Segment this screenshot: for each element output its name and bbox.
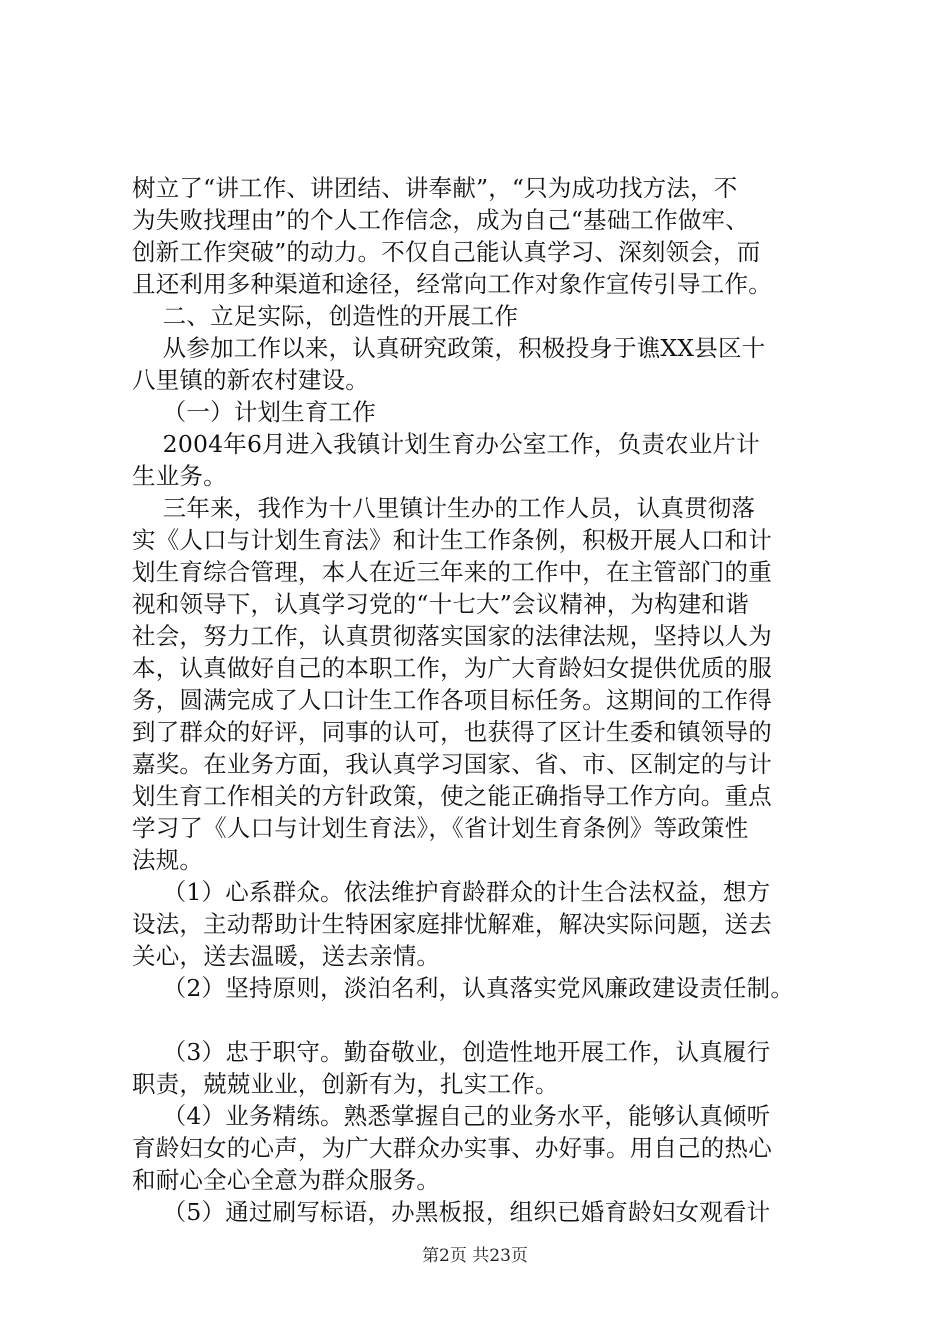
text-line: 职责，兢兢业业，创新有为，扎实工作。 xyxy=(132,1070,559,1098)
text-line: 创新工作突破”的动力。不仅自己能认真学习、深刻领会，而 xyxy=(132,238,761,266)
text-line: 务，圆满完成了人口计生工作各项目标任务。这期间的工作得 xyxy=(132,686,772,714)
page-footer: 第2页 共23页 xyxy=(422,1246,528,1266)
text-line: 2004年6月进入我镇计划生育办公室工作，负责农业片计 xyxy=(132,430,760,458)
text-line: 划生育综合管理，本人在近三年来的工作中，在主管部门的重 xyxy=(132,558,772,586)
text-line: （1）心系群众。依法维护育龄群众的计生合法权益，想方 xyxy=(132,878,771,906)
text-line: 三年来，我作为十八里镇计生办的工作人员，认真贯彻落 xyxy=(132,494,756,522)
text-line: 社会，努力工作，认真贯彻落实国家的法律法规，坚持以人为 xyxy=(132,622,772,650)
text-line: 树立了“讲工作、讲团结、讲奉献”，“只为成功找方法，不 xyxy=(132,174,738,202)
text-line: 实《人口与计划生育法》和计生工作条例，积极开展人口和计 xyxy=(132,526,772,554)
text-line: （2）坚持原则，淡泊名利，认真落实党风廉政建设责任制。 xyxy=(132,974,795,1002)
text-line: 八里镇的新农村建设。 xyxy=(132,366,369,394)
text-line: 设法，主动帮助计生特困家庭排忧解难，解决实际问题，送去 xyxy=(132,910,772,938)
text-line: （4）业务精练。熟悉掌握自己的业务水平，能够认真倾听 xyxy=(132,1102,771,1130)
text-line: 划生育工作相关的方针政策，使之能正确指导工作方向。重点 xyxy=(132,782,772,810)
text-line: 育龄妇女的心声，为广大群众办实事、办好事。用自己的热心 xyxy=(132,1134,772,1162)
blank-line xyxy=(132,1004,832,1036)
text-line: 学习了《人口与计划生育法》，《省计划生育条例》等政策性 xyxy=(132,814,749,842)
text-line: 为失败找理由”的个人工作信念，成为自己“基础工作做牢、 xyxy=(132,206,749,234)
text-line: 到了群众的好评，同事的认可，也获得了区计生委和镇领导的 xyxy=(132,718,772,746)
text-line: （一）计划生育工作 xyxy=(132,398,376,426)
text-line: 法规。 xyxy=(132,846,204,874)
text-line: 且还利用多种渠道和途径，经常向工作对象作宣传引导工作。 xyxy=(132,270,772,298)
text-line: 生业务。 xyxy=(132,462,227,490)
text-line: 二、立足实际，创造性的开展工作 xyxy=(132,302,519,330)
text-line: 和耐心全心全意为群众服务。 xyxy=(132,1166,441,1194)
text-line: 本，认真做好自己的本职工作，为广大育龄妇女提供优质的服 xyxy=(132,654,772,682)
document-body xyxy=(132,172,832,1228)
text-line: 嘉奖。在业务方面，我认真学习国家、省、市、区制定的与计 xyxy=(132,750,772,778)
text-line: 视和领导下，认真学习党的“十七大”会议精神，为构建和谐 xyxy=(132,590,749,618)
text-line: （3）忠于职守。勤奋敬业，创造性地开展工作，认真履行 xyxy=(132,1038,771,1066)
text-line: 从参加工作以来，认真研究政策，积极投身于谯XX县区十 xyxy=(132,334,766,362)
text-line: （5）通过刷写标语，办黑板报，组织已婚育龄妇女观看计 xyxy=(132,1198,771,1226)
text-line: 关心，送去温暖，送去亲情。 xyxy=(132,942,441,970)
